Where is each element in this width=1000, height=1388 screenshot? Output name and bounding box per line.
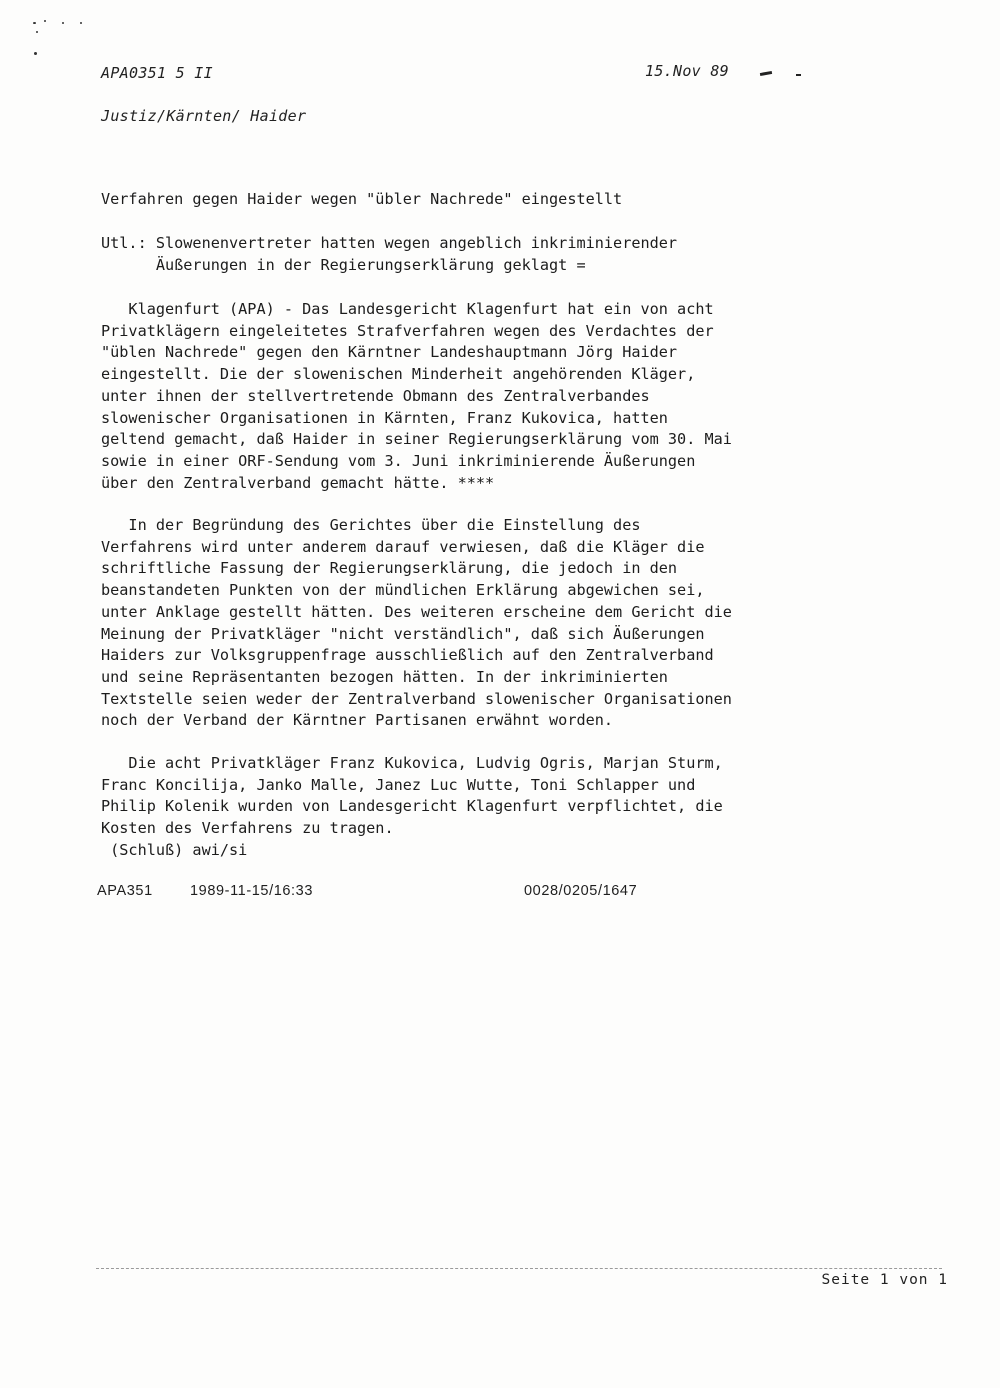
scan-speck — [34, 52, 37, 55]
paragraph-line: Kosten des Verfahrens zu tragen. — [101, 819, 394, 838]
paragraph-line: Philip Kolenik wurden von Landesgericht Klagenfurt verpflichtet, die — [101, 797, 723, 816]
footer-source: APA351 — [97, 883, 153, 899]
scan-speck — [44, 20, 46, 22]
article-headline: Verfahren gegen Haider wegen "übler Nachrede" eingestellt — [101, 190, 623, 208]
footer-divider — [96, 1268, 942, 1269]
paragraph-line: noch der Verband der Kärntner Partisanen erwähnt worden. — [101, 711, 614, 730]
paragraph-line: "üblen Nachrede" gegen den Kärntner Landeshauptmann Jörg Haider — [101, 343, 678, 362]
topic-line: Justiz/Kärnten/ Haider — [101, 107, 307, 125]
document-id: APA0351 5 II — [101, 64, 213, 82]
scan-speck — [62, 22, 64, 24]
paragraph-line: eingestellt. Die der slowenischen Minderheit angehörenden Kläger, — [101, 365, 696, 384]
handwritten-mark — [760, 71, 772, 76]
scan-speck — [33, 22, 36, 24]
article-subtitle-line: Utl.: Slowenenvertreter hatten wegen angeblich inkriminierender — [101, 234, 678, 252]
paragraph-line: beanstandeten Punkten von der mündlichen Erklärung abgewichen sei, — [101, 581, 705, 600]
footer-reference: 0028/0205/1647 — [524, 883, 638, 899]
paragraph-line: Haiders zur Volksgruppenfrage ausschließlich auf den Zentralverband — [101, 646, 714, 665]
document-date: 15.Nov 89 — [645, 62, 729, 80]
scan-speck — [80, 22, 82, 24]
handwritten-mark — [796, 74, 801, 76]
paragraph-line: slowenischer Organisationen in Kärnten, Franz Kukovica, hatten — [101, 408, 668, 427]
paragraph-line: unter Anklage gestellt hätten. Des weiteren erscheine dem Gericht die — [101, 602, 732, 621]
paragraph-line: sowie in einer ORF-Sendung vom 3. Juni inkriminierende Äußerungen — [101, 451, 696, 470]
paragraph-line: In der Begründung des Gerichtes über die Einstellung des — [101, 516, 641, 534]
paragraph-line: Die acht Privatkläger Franz Kukovica, Ludvig Ogris, Marjan Sturm, — [101, 754, 723, 772]
paragraph-line: Klagenfurt (APA) - Das Landesgericht Klagenfurt hat ein von acht — [101, 300, 714, 318]
article-subtitle-line: Äußerungen in der Regierungserklärung geklagt = — [101, 256, 586, 274]
paragraph-line: Textstelle seien weder der Zentralverband slowenischer Organisationen — [101, 689, 732, 708]
paragraph-line: Meinung der Privatkläger "nicht verständlich", daß sich Äußerungen — [101, 624, 705, 643]
paragraph-line: geltend gemacht, daß Haider in seiner Regierungserklärung vom 30. Mai — [101, 430, 732, 449]
paragraph-line: und seine Repräsentanten bezogen hätten. In der inkriminierten — [101, 667, 668, 686]
page-number: Seite 1 von 1 — [821, 1272, 948, 1288]
footer-timestamp: 1989-11-15/16:33 — [190, 883, 314, 899]
paragraph-line: über den Zentralverband gemacht hätte. **** — [101, 473, 495, 492]
paragraph-line: Privatklägern eingeleitetes Strafverfahren wegen des Verdachtes der — [101, 321, 714, 340]
scan-speck — [36, 31, 38, 33]
paragraph-line: schriftliche Fassung der Regierungserklärung, die jedoch in den — [101, 559, 678, 578]
paragraph-line: Verfahrens wird unter anderem darauf verwiesen, daß die Kläger die — [101, 537, 705, 556]
paragraph-line: (Schluß) awi/si — [101, 840, 248, 859]
paragraph-line: Franc Koncilija, Janko Malle, Janez Luc Wutte, Toni Schlapper und — [101, 775, 696, 794]
paragraph-line: unter ihnen der stellvertretende Obmann des Zentralverbandes — [101, 386, 650, 405]
